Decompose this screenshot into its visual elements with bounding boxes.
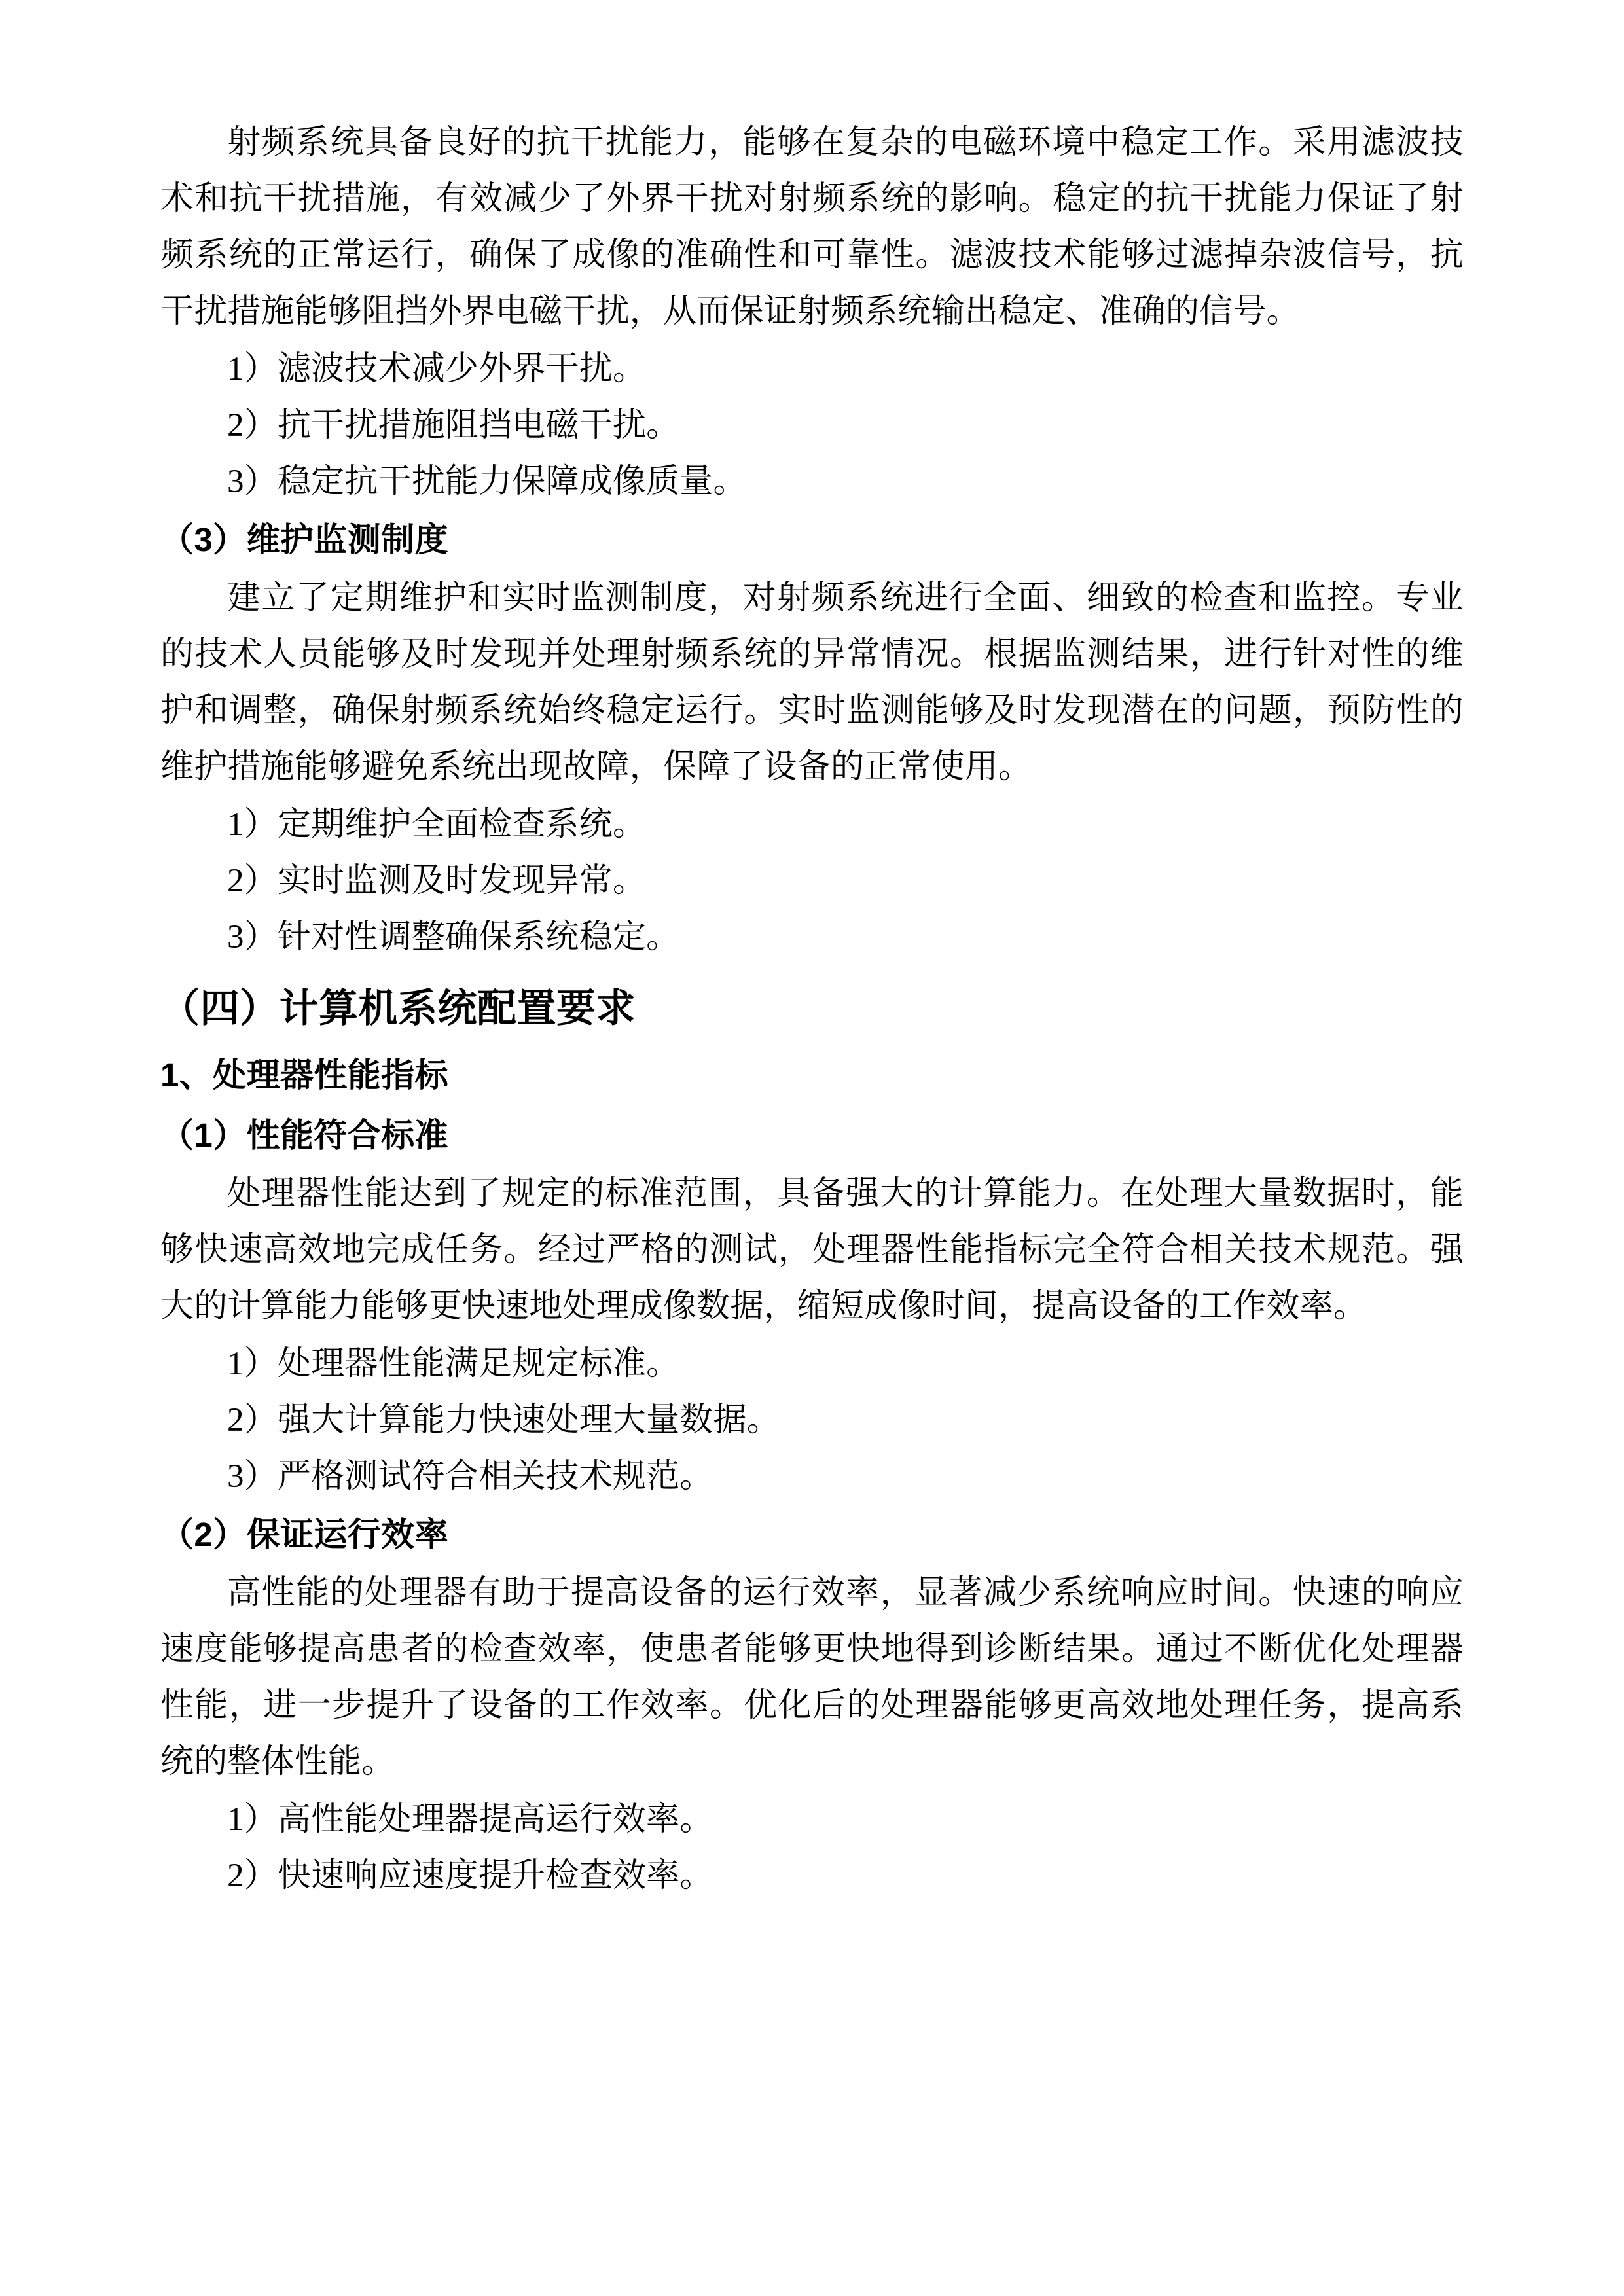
list-item-high-performance-improves-efficiency: 1）高性能处理器提高运行效率。 [227,1801,713,1838]
paragraph-rf-anti-interference: 射频系统具备良好的抗干扰能力，能够在复杂的电磁环境中稳定工作。采用滤波技术和抗干扰措施，有效减少了外界干扰对射频系统的影响。稳定的抗干扰能力保证了射频系统的正常运行，确保了成像的准确性和可靠性。滤波技术能够过滤掉杂波信号，抗干扰措施能够阻挡外界电磁干扰，从而保证射频系统输出稳定、准确的信号。 [160,124,1464,330]
list-item-targeted-adjustment-stability: 3）针对性调整确保系统稳定。 [227,919,680,956]
list-item-stable-ensures-imaging-quality: 3）稳定抗干扰能力保障成像质量。 [227,463,747,500]
paragraph-operating-efficiency: 高性能的处理器有助于提高设备的运行效率，显著减少系统响应时间。快速的响应速度能够提高患者的检查效率，使患者能够更快地得到诊断结果。通过不断优化处理器性能，进一步提升了设备的工作效率。优化后的处理器能够更高效地处理任务，提高系统的整体性能。 [160,1575,1464,1780]
heading-processor-performance-metrics: 1、处理器性能指标 [160,1056,448,1094]
heading-computer-system-configuration: （四）计算机系统配置要求 [160,986,636,1030]
heading-maintenance-monitoring-system: （3）维护监测制度 [160,521,448,558]
heading-performance-meets-standard: （1）性能符合标准 [160,1117,448,1154]
list-item-regular-maintenance-full-check: 1）定期维护全面检查系统。 [227,806,647,843]
heading-ensure-operating-efficiency: （2）保证运行效率 [160,1516,448,1553]
list-item-strong-compute-large-data: 2）强大计算能力快速处理大量数据。 [227,1402,780,1439]
list-item-processor-meets-standard: 1）处理器性能满足规定标准。 [227,1346,680,1382]
list-item-realtime-monitoring-finds-anomaly: 2）实时监测及时发现异常。 [227,863,647,899]
paragraph-maintenance-monitoring: 建立了定期维护和实时监测制度，对射频系统进行全面、细致的检查和监控。专业的技术人员能够及时发现并处理射频系统的异常情况。根据监测结果，进行针对性的维护和调整，确保射频系统始终稳定运行。实时监测能够及时发现潜在的问题，预防性的维护措施能够避免系统出现故障，保障了设备的正常使用。 [160,580,1464,785]
document-content [160,115,1464,1904]
list-item-anti-interference-blocks-em: 2）抗干扰措施阻挡电磁干扰。 [227,407,680,444]
list-item-filter-reduces-interference: 1）滤波技术减少外界干扰。 [227,351,647,387]
list-item-strict-testing-compliance: 3）严格测试符合相关技术规范。 [227,1458,713,1495]
paragraph-performance-standard: 处理器性能达到了规定的标准范围，具备强大的计算能力。在处理大量数据时，能够快速高效地完成任务。经过严格的测试，处理器性能指标完全符合相关技术规范。强大的计算能力能够更快速地处理成像数据，缩短成像时间，提高设备的工作效率。 [160,1175,1464,1325]
list-item-fast-response-improves-exam: 2）快速响应速度提升检查效率。 [227,1857,713,1894]
